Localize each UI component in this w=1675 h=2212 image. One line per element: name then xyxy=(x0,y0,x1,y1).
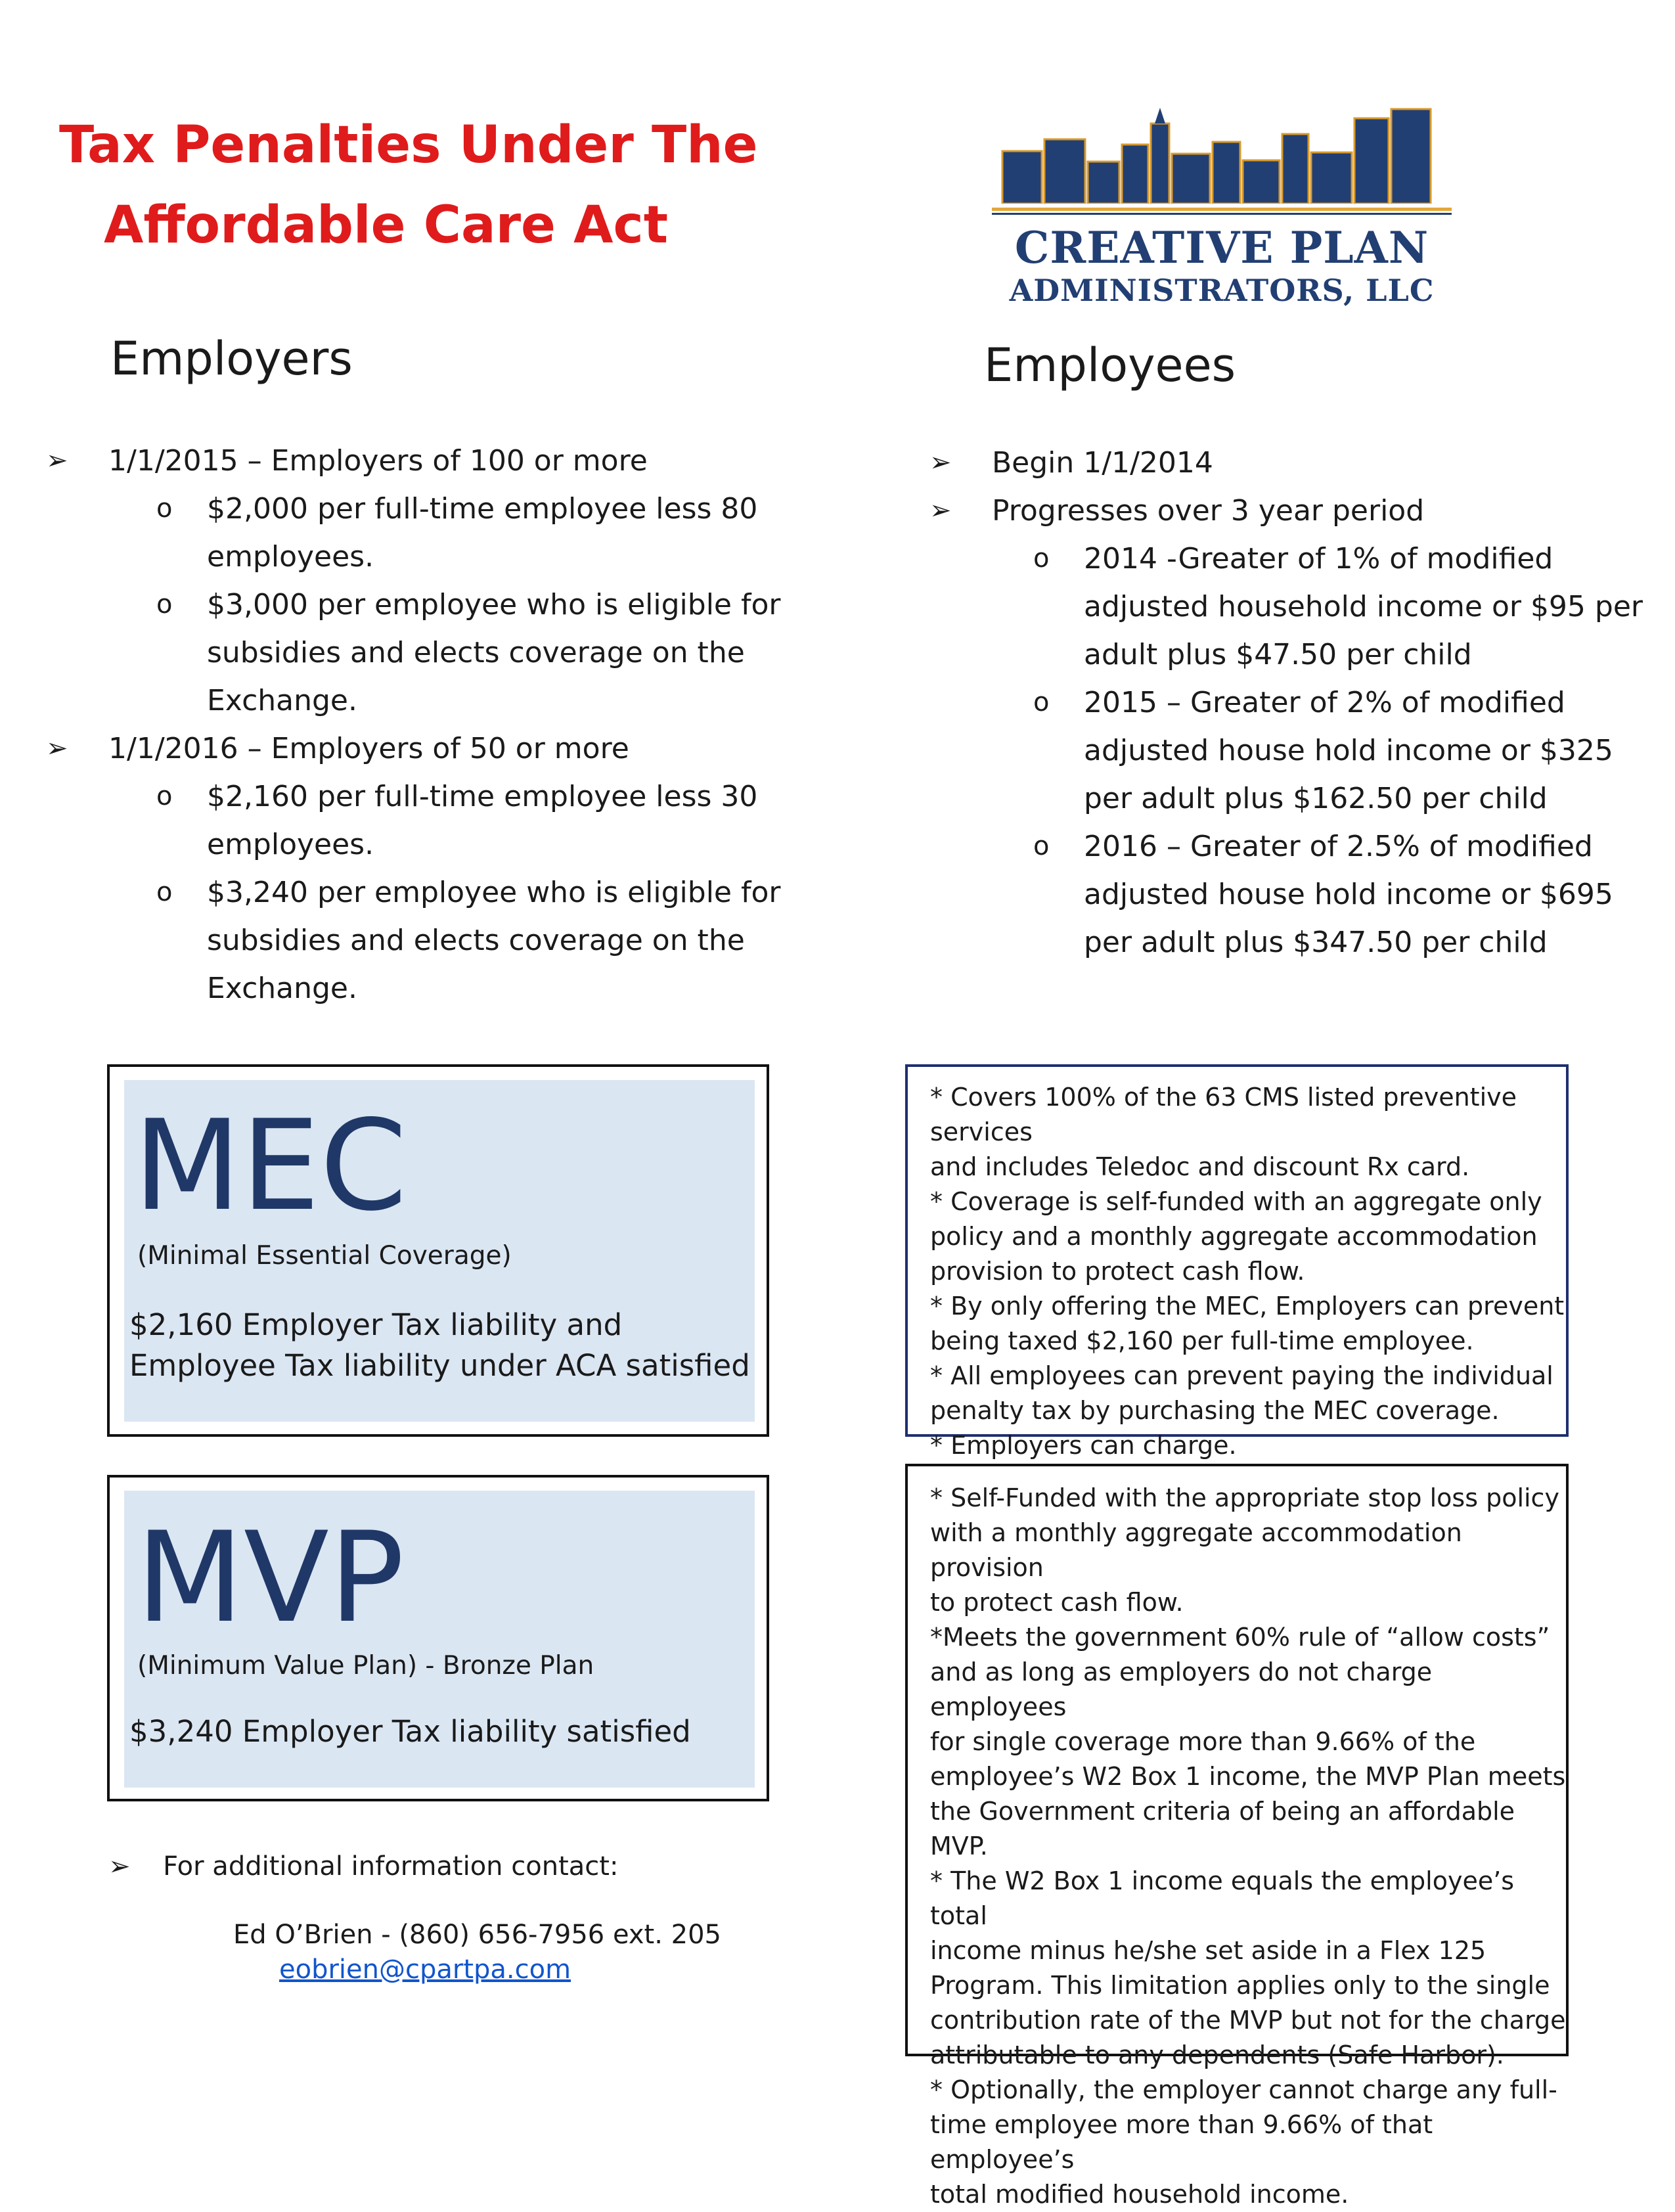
arrow-bullet-icon: ➢ xyxy=(929,495,952,526)
circle-bullet-icon: o xyxy=(1033,831,1050,861)
employees-subitem-2014 xyxy=(929,535,1652,679)
circle-bullet-icon: o xyxy=(1033,543,1050,574)
subitem-line: $2,000 per full-time employee less 80 xyxy=(207,492,758,526)
note-line: time employee more than 9.66% of that employee’s xyxy=(930,2110,1433,2174)
subitem-line: employees. xyxy=(207,540,374,574)
circle-bullet-icon: o xyxy=(1033,687,1050,717)
subitem-line: adjusted household income or $95 per xyxy=(1084,590,1643,623)
subitem-line: $3,240 per employee who is eligible for xyxy=(207,876,781,909)
employees-item xyxy=(929,487,1652,535)
note-line: and includes Teledoc and discount Rx card. xyxy=(930,1152,1470,1181)
subitem-line: per adult plus $347.50 per child xyxy=(1084,926,1548,959)
note-line: for single coverage more than 9.66% of the xyxy=(930,1727,1476,1756)
note-line: employee’s W2 Box 1 income, the MVP Plan meets xyxy=(930,1762,1566,1791)
subitem-line: 2015 – Greater of 2% of modified xyxy=(1084,686,1565,719)
subitem-line: $2,160 per full-time employee less 30 xyxy=(207,780,758,813)
note-line: income minus he/she set aside in a Flex 125 xyxy=(930,1936,1486,1965)
mec-box xyxy=(107,1064,769,1437)
subitem-line: employees. xyxy=(207,828,374,861)
arrow-bullet-icon: ➢ xyxy=(108,1851,131,1882)
employers-item-text: 1/1/2016 – Employers of 50 or more xyxy=(108,732,629,765)
contact-email-link[interactable]: eobrien@cpartpa.com xyxy=(279,1954,571,1985)
note-line: the Government criteria of being an affordable MVP. xyxy=(930,1797,1515,1861)
subitem-line: per adult plus $162.50 per child xyxy=(1084,782,1548,815)
note-line: to protect cash flow. xyxy=(930,1588,1184,1617)
employers-subitem xyxy=(46,869,801,1012)
note-line: attributable to any dependents (Safe Harbor). xyxy=(930,2041,1504,2069)
employees-item-text: Progresses over 3 year period xyxy=(992,494,1425,528)
circle-bullet-icon: o xyxy=(156,781,173,811)
note-line: and as long as employers do not charge employees xyxy=(930,1658,1433,1721)
employers-item-text: 1/1/2015 – Employers of 100 or more xyxy=(108,444,648,478)
mec-subtitle: (Minimal Essential Coverage) xyxy=(137,1241,512,1271)
note-line: with a monthly aggregate accommodation provision xyxy=(930,1518,1462,1582)
contact-intro xyxy=(108,1851,618,1882)
note-line: * Optionally, the employer cannot charge any full- xyxy=(930,2075,1557,2104)
title-line-2: Affordable Care Act xyxy=(104,196,668,255)
note-line: total modified household income. xyxy=(930,2180,1349,2209)
circle-bullet-icon: o xyxy=(156,877,173,907)
employees-item xyxy=(929,439,1652,487)
mvp-liability: $3,240 Employer Tax liability satisfied xyxy=(129,1714,691,1749)
employers-subitem xyxy=(46,485,801,581)
employers-list xyxy=(46,437,801,1012)
subitem-line: $3,000 per employee who is eligible for xyxy=(207,588,781,621)
arrow-bullet-icon: ➢ xyxy=(46,733,68,763)
note-line: * By only offering the MEC, Employers can prevent xyxy=(930,1292,1565,1320)
employees-list xyxy=(929,439,1652,966)
circle-bullet-icon: o xyxy=(156,493,173,524)
subitem-line: Exchange. xyxy=(207,972,357,1005)
mvp-subtitle: (Minimum Value Plan) - Bronze Plan xyxy=(137,1651,594,1681)
mec-liability-line-2: Employee Tax liability under ACA satisfied xyxy=(129,1348,750,1383)
contact-intro-text: For additional information contact: xyxy=(163,1851,619,1882)
subitem-line: subsidies and elects coverage on the xyxy=(207,924,745,957)
subitem-line: adult plus $47.50 per child xyxy=(1084,638,1472,671)
skyline-logo-graphic xyxy=(992,105,1452,220)
employees-subitem-2015 xyxy=(929,679,1652,823)
mec-notes-text xyxy=(930,1080,1566,1463)
employers-heading: Employers xyxy=(110,332,353,386)
employers-subitem xyxy=(46,581,801,725)
title-line-1: Tax Penalties Under The xyxy=(59,116,758,175)
note-line: * All employees can prevent paying the individual xyxy=(930,1361,1553,1390)
mvp-box xyxy=(107,1475,769,1801)
employers-subitem xyxy=(46,773,801,869)
mec-liability xyxy=(129,1305,750,1386)
contact-name-phone: Ed O’Brien - (860) 656-7956 ext. 205 xyxy=(233,1920,722,1950)
mec-acronym: MEC xyxy=(133,1093,407,1238)
logo-text-line-1: CREATIVE PLAN xyxy=(1014,222,1429,273)
note-line: * Coverage is self-funded with an aggregate only xyxy=(930,1187,1542,1216)
company-logo xyxy=(992,105,1452,315)
note-line: * Self-Funded with the appropriate stop loss policy xyxy=(930,1483,1559,1512)
arrow-bullet-icon: ➢ xyxy=(929,447,952,478)
note-line: policy and a monthly aggregate accommodation xyxy=(930,1222,1538,1251)
mec-liability-line-1: $2,160 Employer Tax liability and xyxy=(129,1307,623,1342)
subitem-line: Exchange. xyxy=(207,684,357,717)
arrow-bullet-icon: ➢ xyxy=(46,445,68,476)
employees-heading: Employees xyxy=(984,338,1236,392)
employees-item-text: Begin 1/1/2014 xyxy=(992,446,1213,480)
mvp-notes-box xyxy=(905,1464,1569,2209)
note-line: Program. This limitation applies only to the single xyxy=(930,1971,1550,2000)
note-line: *Meets the government 60% rule of “allow costs” xyxy=(930,1623,1550,1652)
page-title xyxy=(59,105,758,265)
subitem-line: subsidies and elects coverage on the xyxy=(207,636,745,669)
mvp-acronym: MVP xyxy=(136,1505,405,1650)
note-line: * The W2 Box 1 income equals the employee’s total xyxy=(930,1866,1515,1930)
circle-bullet-icon: o xyxy=(156,589,173,620)
note-line: contribution rate of the MVP but not for the charge xyxy=(930,2006,1566,2035)
subitem-line: adjusted house hold income or $695 xyxy=(1084,878,1613,911)
employees-subitem-2016 xyxy=(929,823,1652,966)
subitem-line: 2016 – Greater of 2.5% of modified xyxy=(1084,830,1593,863)
note-line: being taxed $2,160 per full-time employee. xyxy=(930,1326,1474,1355)
employers-item-2015 xyxy=(46,437,801,485)
subitem-line: adjusted house hold income or $325 xyxy=(1084,734,1613,767)
employers-item-2016 xyxy=(46,725,801,773)
note-line: penalty tax by purchasing the MEC coverage. xyxy=(930,1396,1500,1425)
logo-text-line-2: ADMINISTRATORS, LLC xyxy=(1009,273,1435,308)
note-line: provision to protect cash flow. xyxy=(930,1257,1305,1286)
mec-notes-box xyxy=(905,1064,1569,1460)
note-line: * Covers 100% of the 63 CMS listed preventive services xyxy=(930,1083,1517,1146)
subitem-line: 2014 -Greater of 1% of modified xyxy=(1084,542,1553,576)
note-line: * Employers can charge. xyxy=(930,1431,1237,1460)
mvp-notes-text xyxy=(930,1481,1566,2212)
